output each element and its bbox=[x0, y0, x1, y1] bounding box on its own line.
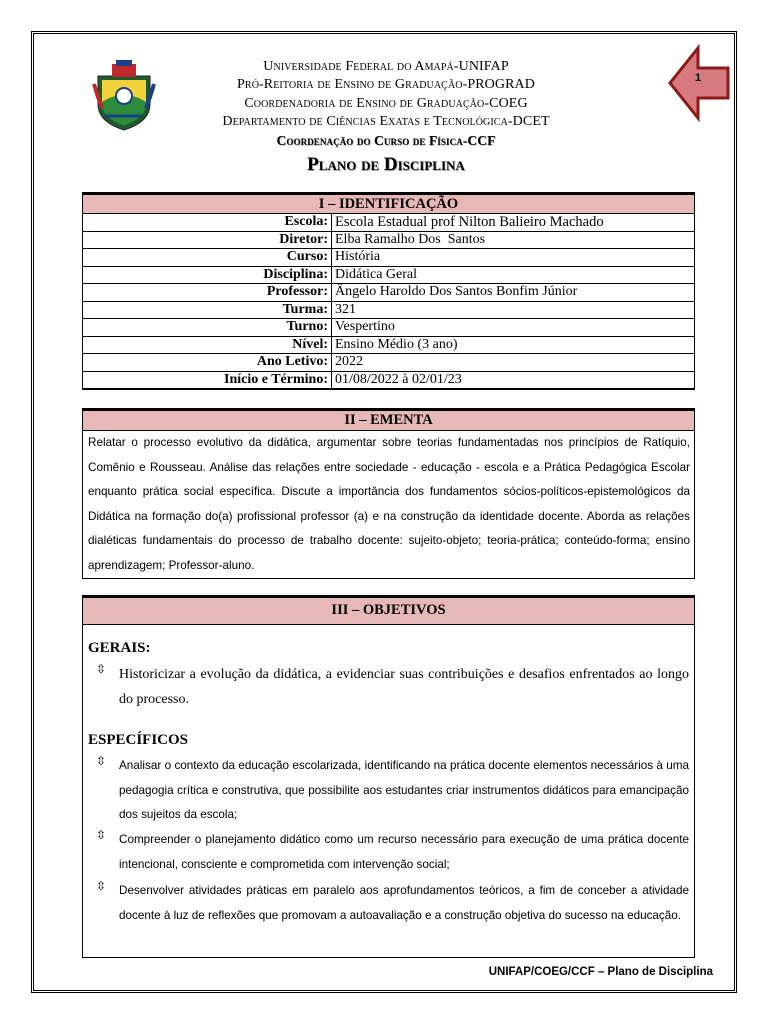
table-row bbox=[83, 336, 695, 354]
page-title: Plano de Disciplina bbox=[307, 154, 465, 176]
row-value: 321 bbox=[332, 301, 695, 319]
table-row bbox=[83, 214, 695, 232]
row-value: Escola Estadual prof Nilton Balieiro Machado bbox=[332, 214, 695, 232]
identification-table bbox=[82, 192, 695, 390]
table-row bbox=[83, 354, 695, 372]
objetivos-section bbox=[82, 595, 695, 958]
header-line-university: Universidade Federal do Amapá-UNIFAP bbox=[263, 59, 509, 74]
objetivos-heading: III – OBJETIVOS bbox=[83, 598, 694, 625]
row-value: 01/08/2022 à 02/01/23 bbox=[332, 371, 695, 389]
row-value: Elba Ramalho Dos Santos bbox=[332, 231, 695, 249]
row-label: Início e Término: bbox=[83, 371, 332, 389]
table-row bbox=[83, 249, 695, 267]
gerais-item-text: Historicizar a evolução da didática, a evidenciar suas contribuições e desafios enfrentados ao longo do processo. bbox=[119, 667, 689, 707]
row-value: 2022 bbox=[332, 354, 695, 372]
header-line-dcet: Departamento de Ciências Exatas e Tecnológica-DCET bbox=[222, 114, 550, 130]
arrow-bullet-icon: ⇳ bbox=[96, 662, 107, 676]
header-line-course: Coordenação do Curso de Física-CCF bbox=[276, 132, 496, 148]
especificos-title: ESPECÍFICOS bbox=[88, 732, 189, 748]
table-row bbox=[83, 266, 695, 284]
university-crest-logo bbox=[92, 58, 156, 132]
row-label: Escola: bbox=[83, 214, 332, 232]
row-label: Turno: bbox=[83, 319, 332, 337]
arrow-bullet-icon: ⇳ bbox=[96, 828, 107, 842]
table-row bbox=[83, 284, 695, 302]
row-value: Didática Geral bbox=[332, 266, 695, 284]
especificos-item-text: Analisar o contexto da educação escolarizada, identificando na prática docente elementos necessários à uma pedagogia crítica e construtiva, que possibilite aos estudantes criar instrumentos didáticos para emancipação dos sujeitos da escola; bbox=[119, 759, 689, 821]
table-row bbox=[83, 319, 695, 337]
ementa-section bbox=[82, 408, 695, 579]
row-value: Ensino Médio (3 ano) bbox=[332, 336, 695, 354]
row-label: Curso: bbox=[83, 249, 332, 267]
header-line-coeg: Coordenadoria de Ensino de Graduação-COEG bbox=[244, 95, 528, 111]
row-value: Vespertino bbox=[332, 319, 695, 337]
row-value: História bbox=[332, 249, 695, 267]
row-value: Ângelo Haroldo Dos Santos Bonfim Júnior bbox=[332, 284, 695, 302]
row-label: Disciplina: bbox=[83, 266, 332, 284]
page-number: 1 bbox=[694, 72, 702, 84]
row-label: Nível: bbox=[83, 336, 332, 354]
arrow-bullet-icon: ⇳ bbox=[96, 879, 107, 893]
header-line-prograd: Pró-Reitoria de Ensino de Graduação-PROGRAD bbox=[237, 77, 535, 93]
identification-heading: I – IDENTIFICAÇÃO bbox=[83, 194, 695, 214]
ementa-heading: II – EMENTA bbox=[83, 411, 694, 431]
especificos-item-text: Compreender o planejamento didático como um recurso necessário para execução de uma prática docente intencional, consciente e comprometida com intervenção social; bbox=[119, 833, 689, 871]
row-label: Turma: bbox=[83, 301, 332, 319]
especificos-item-text: Desenvolver atividades práticas em paralelo aos aprofundamentos teóricos, a fim de conceber a atividade docente à luz de reflexões que promovam a autoavaliação e a construção objetiva do sucesso na educação. bbox=[119, 884, 689, 922]
page-footer: UNIFAP/COEG/CCF – Plano de Disciplina bbox=[488, 966, 713, 978]
row-label: Diretor: bbox=[83, 231, 332, 249]
table-row bbox=[83, 231, 695, 249]
gerais-title: GERAIS: bbox=[88, 640, 151, 656]
arrow-bullet-icon: ⇳ bbox=[96, 754, 107, 768]
row-label: Ano Letivo: bbox=[83, 354, 332, 372]
table-row bbox=[83, 301, 695, 319]
document-header bbox=[150, 58, 622, 176]
table-row bbox=[83, 371, 695, 389]
row-label: Professor: bbox=[83, 284, 332, 302]
ementa-text: Relatar o processo evolutivo da didática, argumentar sobre teorias fundamentadas nos princípios de Ratíquio, Comênio e Rousseau. Análise das relações entre sociedade - educação - escola e a Prática Pedagógica Escolar enquanto prática social específica. Discute a importância dos fundamentos sócios-políticos-epistemológicos da Didática na formação do(a) profissional professor (a) e na construção da identidade docente. Aborda as relações dialéticas fundamentais do processo de trabalho docente: sujeito-objeto; teoria-prática; conteúdo-forma; ensino aprendizagem; Professor-aluno. bbox=[88, 436, 690, 572]
